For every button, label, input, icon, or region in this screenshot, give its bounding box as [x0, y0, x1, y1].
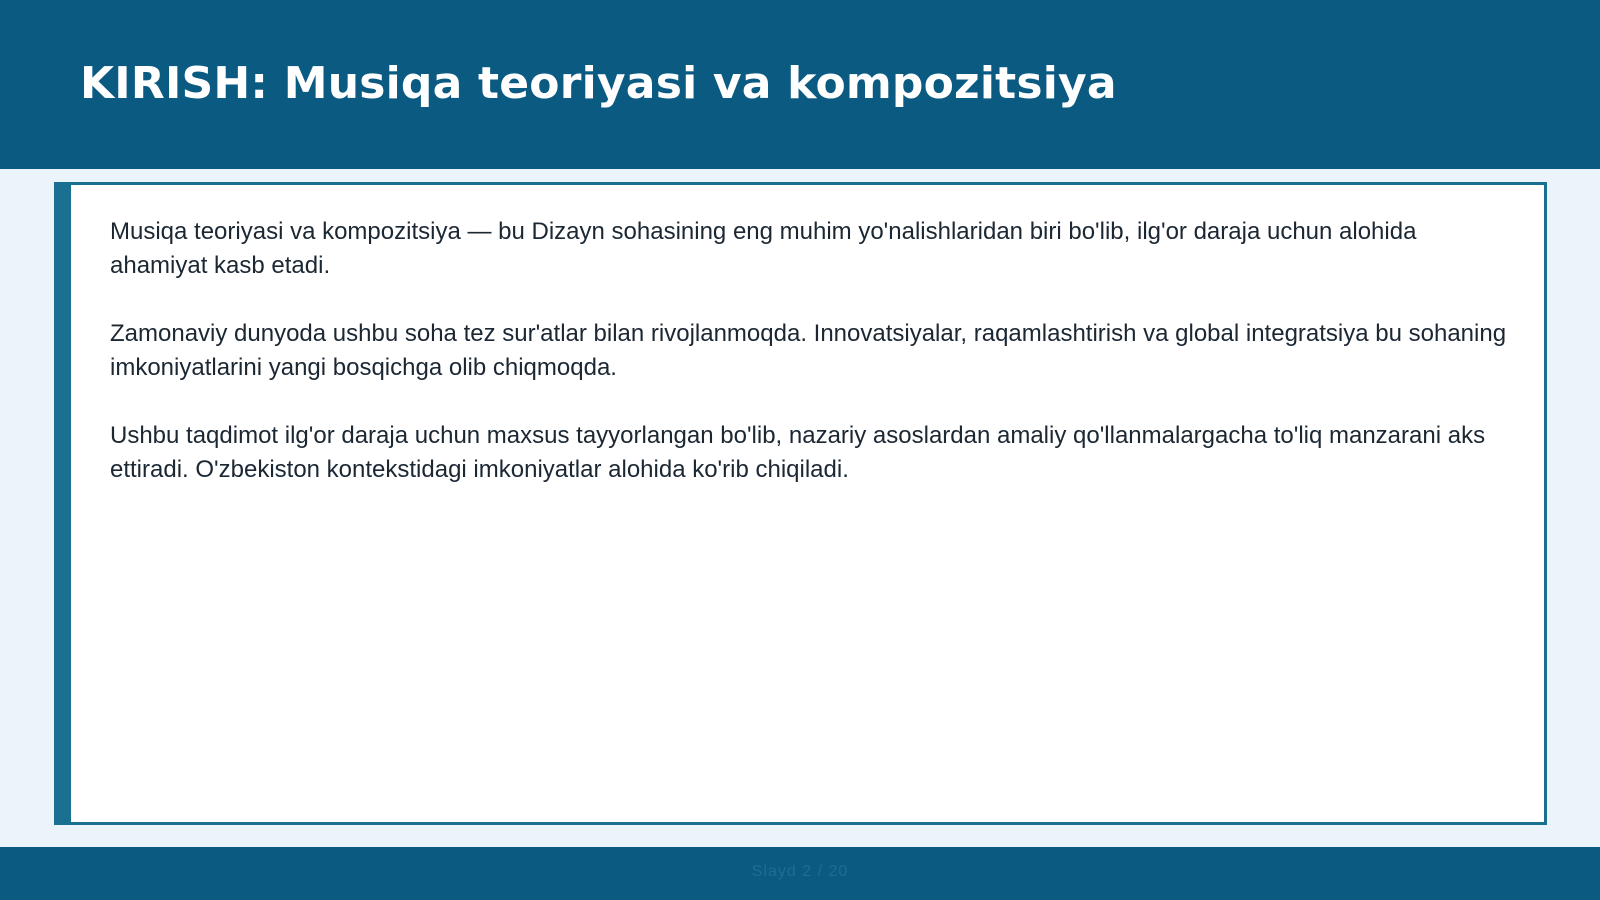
paragraph-intro: Musiqa teoriyasi va kompozitsiya — bu Dizayn sohasining eng muhim yo'nalishlaridan biri bo'lib, ilg'or daraja uchun alohida ahamiyat kasb etadi.	[110, 218, 1417, 279]
slide-number: Slayd 2 / 20	[751, 863, 849, 880]
content-box	[54, 182, 1547, 825]
paragraph-presentation-scope: Ushbu taqdimot ilg'or daraja uchun maxsus tayyorlangan bo'lib, nazariy asoslardan amaliy qo'llanmalargacha to'liq manzarani aks ettiradi. O'zbekiston kontekstidagi imkoniyatlar alohida ko'rib chiqiladi.	[110, 422, 1486, 483]
slide-header	[0, 0, 1600, 169]
paragraph-modern-world: Zamonaviy dunyoda ushbu soha tez sur'atlar bilan rivojlanmoqda. Innovatsiyalar, raqamlashtirish va global integratsiya bu sohaning imkoniyatlarini yangi bosqichga olib chiqmoqda.	[110, 320, 1507, 381]
slide-title: KIRISH: Musiqa teoriyasi va kompozitsiya	[80, 58, 1117, 109]
slide-footer	[0, 847, 1600, 900]
content-text	[110, 215, 1514, 521]
